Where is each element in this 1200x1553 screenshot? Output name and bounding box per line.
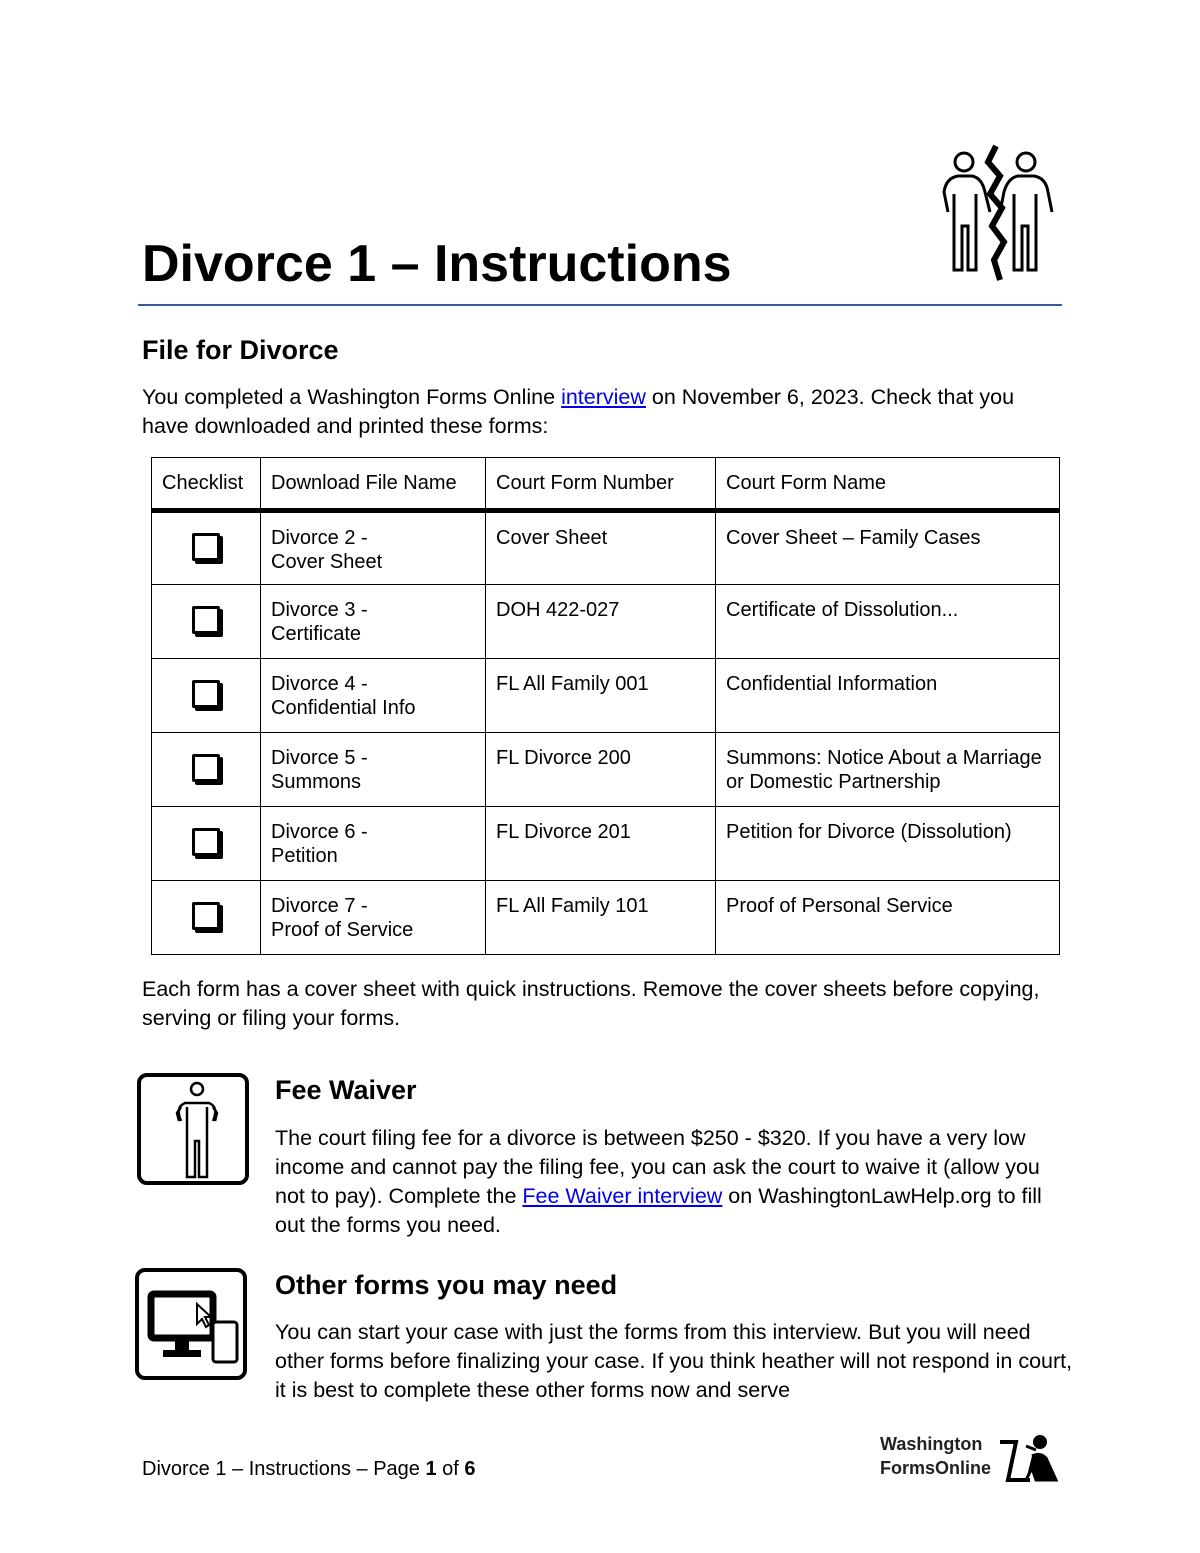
table-row xyxy=(152,585,1060,659)
forms-checklist-table xyxy=(151,457,1060,955)
court-form-number: FL Divorce 200 xyxy=(486,733,716,807)
column-header-court-form-number: Court Form Number xyxy=(486,458,716,511)
washington-forms-online-logo xyxy=(880,1432,1062,1484)
section-heading-file-for-divorce: File for Divorce xyxy=(142,335,339,365)
checkbox[interactable] xyxy=(192,606,220,634)
interview-link[interactable]: interview xyxy=(561,385,646,409)
footer-label: Divorce 1 – Instructions – Page xyxy=(142,1458,426,1480)
checkbox[interactable] xyxy=(192,902,220,930)
fee-waiver-icon-frame xyxy=(137,1073,249,1185)
checkbox[interactable] xyxy=(192,533,220,561)
checkbox[interactable] xyxy=(192,754,220,782)
court-form-number: DOH 422-027 xyxy=(486,585,716,659)
checkbox[interactable] xyxy=(192,828,220,856)
broken-couple-icon xyxy=(930,142,1062,282)
section-heading-other-forms: Other forms you may need xyxy=(275,1270,618,1300)
court-form-number: FL All Family 001 xyxy=(486,659,716,733)
court-form-name: Proof of Personal Service xyxy=(716,881,1060,955)
table-row xyxy=(152,511,1060,585)
computer-devices-icon xyxy=(139,1272,243,1376)
other-forms-icon-frame xyxy=(135,1268,247,1380)
page-footer xyxy=(142,1458,476,1481)
court-form-name: Certificate of Dissolution... xyxy=(716,585,1060,659)
intro-text-end: on November 6, 2023. Check that you have downloaded and printed these forms: xyxy=(142,385,1015,438)
fee-waiver-text-end: on WashingtonLawHelp.org to fill out the forms you need. xyxy=(275,1184,1042,1237)
fee-waiver-text: The court filing fee for a divorce is between $250 - $320. If you have a very low income and cannot pay the filing fee, you can ask the court to waive it (allow you not to pay). Complete the xyxy=(275,1126,1040,1208)
court-form-name: Confidential Information xyxy=(716,659,1060,733)
column-header-download-file-name: Download File Name xyxy=(261,458,486,511)
cover-sheet-note: Each form has a cover sheet with quick instructions. Remove the cover sheets before copying, serving or filing your forms. xyxy=(142,977,1040,1030)
logo-line-2: FormsOnline xyxy=(880,1458,992,1478)
download-file-name: Divorce 5 - Summons xyxy=(261,733,486,807)
checkbox[interactable] xyxy=(192,680,220,708)
court-form-name: Petition for Divorce (Dissolution) xyxy=(716,807,1060,881)
fee-waiver-paragraph xyxy=(275,1124,1075,1240)
court-form-number: FL Divorce 201 xyxy=(486,807,716,881)
footer-of: of xyxy=(436,1458,465,1480)
table-header-row xyxy=(152,458,1060,511)
page-title: Divorce 1 – Instructions xyxy=(142,235,732,293)
download-file-name: Divorce 3 - Certificate xyxy=(261,585,486,659)
footer-page-number: 1 xyxy=(425,1458,437,1480)
download-file-name: Divorce 7 - Proof of Service xyxy=(261,881,486,955)
footer-page-total: 6 xyxy=(464,1458,476,1480)
table-row xyxy=(152,807,1060,881)
court-form-name: Summons: Notice About a Marriage or Domestic Partnership xyxy=(716,733,1060,807)
logo-mark-icon xyxy=(996,1432,1062,1484)
table-row xyxy=(152,881,1060,955)
title-divider xyxy=(138,304,1062,306)
court-form-name: Cover Sheet – Family Cases xyxy=(716,511,1060,585)
download-file-name: Divorce 4 - Confidential Info xyxy=(261,659,486,733)
intro-text: You completed a Washington Forms Online xyxy=(142,385,562,409)
download-file-name: Divorce 6 - Petition xyxy=(261,807,486,881)
other-forms-paragraph: You can start your case with just the forms from this interview. But you will need other forms before finalizing your case. If you think heather will not respond in court, it is best to complete these other forms now and serve xyxy=(275,1320,1073,1402)
column-header-court-form-name: Court Form Name xyxy=(716,458,1060,511)
section-heading-fee-waiver: Fee Waiver xyxy=(275,1075,417,1105)
table-row xyxy=(152,659,1060,733)
table-row xyxy=(152,733,1060,807)
court-form-number: FL All Family 101 xyxy=(486,881,716,955)
logo-line-1: Washington xyxy=(880,1434,983,1454)
person-icon xyxy=(141,1077,245,1181)
column-header-checklist: Checklist xyxy=(152,458,261,511)
intro-paragraph xyxy=(142,383,1042,441)
download-file-name: Divorce 2 - Cover Sheet xyxy=(261,511,486,585)
fee-waiver-interview-link[interactable]: Fee Waiver interview xyxy=(522,1184,723,1208)
court-form-number: Cover Sheet xyxy=(486,511,716,585)
